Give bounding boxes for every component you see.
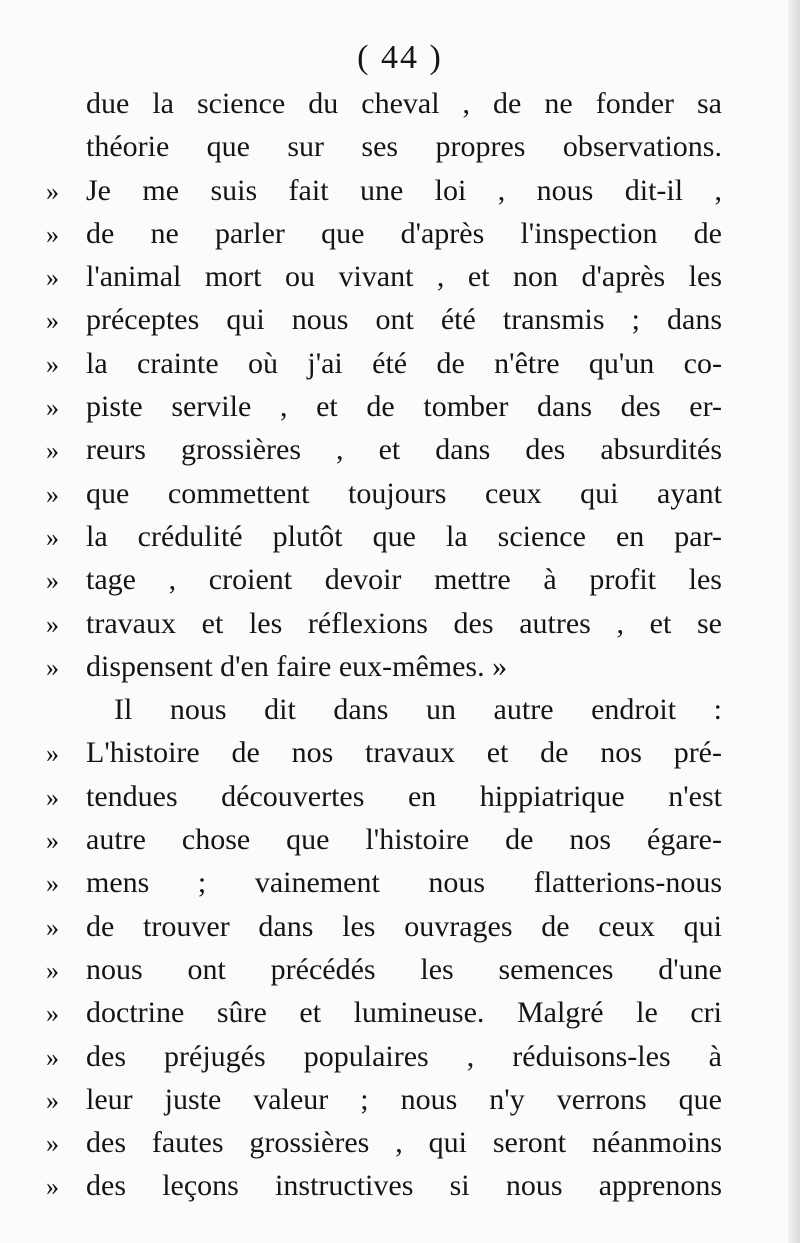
- text-line: [46, 645, 722, 688]
- line-text: tage , croient devoir mettre à profit les: [86, 563, 722, 597]
- text-line: [46, 948, 722, 991]
- line-text: des leçons instructives si nous apprenons: [86, 1169, 722, 1203]
- line-text: piste servile , et de tomber dans des er-: [86, 390, 722, 424]
- text-line: [46, 298, 722, 341]
- text-line: [46, 1078, 722, 1121]
- line-text: théorie que sur ses propres observations.: [86, 130, 722, 164]
- body-text: [46, 82, 722, 1208]
- line-text: doctrine sûre et lumineuse. Malgré le cri: [86, 996, 722, 1030]
- quote-mark: »: [46, 609, 59, 639]
- quote-mark: »: [46, 306, 59, 336]
- quote-mark: »: [46, 782, 59, 812]
- text-line: [46, 818, 722, 861]
- line-text: que commettent toujours ceux qui ayant: [86, 476, 722, 510]
- quote-mark: »: [46, 826, 59, 856]
- text-line: [46, 558, 722, 601]
- text-line: [46, 991, 722, 1034]
- quote-mark: »: [46, 912, 59, 942]
- line-text: due la science du cheval , de ne fonder sa: [86, 87, 722, 120]
- text-line: [46, 905, 722, 948]
- text-line: [46, 212, 722, 255]
- text-line: [46, 515, 722, 558]
- line-text: dispensent d'en faire eux-mêmes. »: [86, 649, 508, 683]
- line-text: l'animal mort ou vivant , et non d'après les: [86, 260, 722, 294]
- text-line: [46, 169, 722, 212]
- text-line: [46, 82, 722, 125]
- text-line: [46, 861, 722, 904]
- page-number: ( 44 ): [357, 39, 443, 76]
- quote-mark: »: [46, 1172, 59, 1202]
- line-text: reurs grossières , et dans des absurdités: [86, 433, 722, 467]
- quote-mark: »: [46, 522, 59, 552]
- quote-mark: »: [46, 176, 59, 206]
- line-text: de ne parler que d'après l'inspection de: [86, 216, 722, 250]
- quote-mark: »: [46, 652, 59, 682]
- quote-mark: »: [46, 566, 59, 596]
- text-line: [46, 342, 722, 385]
- text-line: [46, 731, 722, 774]
- quote-mark: »: [46, 349, 59, 379]
- text-line: [46, 472, 722, 515]
- line-text: la crédulité plutôt que la science en par-: [86, 519, 722, 553]
- line-text: L'histoire de nos travaux et de nos pré-: [86, 736, 722, 770]
- quote-mark: »: [46, 869, 59, 899]
- quote-mark: »: [46, 479, 59, 509]
- text-line: [46, 428, 722, 471]
- line-text: travaux et les réflexions des autres , et se: [86, 606, 722, 640]
- line-text: autre chose que l'histoire de nos égare-: [86, 823, 722, 857]
- line-text: la crainte où j'ai été de n'être qu'un co-: [86, 346, 722, 380]
- line-text: des préjugés populaires , réduisons-les à: [86, 1039, 722, 1073]
- text-line: [46, 1035, 722, 1078]
- line-text: préceptes qui nous ont été transmis ; dans: [86, 303, 722, 337]
- quote-mark: »: [46, 1042, 59, 1072]
- text-line: [46, 125, 722, 168]
- line-text: tendues découvertes en hippiatrique n'est: [86, 779, 722, 813]
- quote-mark: »: [46, 999, 59, 1029]
- quote-mark: »: [46, 1129, 59, 1159]
- text-line: [46, 385, 722, 428]
- quote-mark: »: [46, 739, 59, 769]
- line-text: leur juste valeur ; nous n'y verrons que: [86, 1082, 722, 1116]
- line-text: de trouver dans les ouvrages de ceux qui: [86, 909, 722, 943]
- text-line: [46, 688, 722, 731]
- line-text: Il nous dit dans un autre endroit :: [114, 693, 722, 727]
- text-line: [46, 775, 722, 818]
- text-line: [46, 1121, 722, 1164]
- line-text: des fautes grossières , qui seront néanmoins: [86, 1126, 722, 1160]
- quote-mark: »: [46, 436, 59, 466]
- quote-mark: »: [46, 393, 59, 423]
- quote-mark: »: [46, 955, 59, 985]
- page-edge-shadow: [788, 0, 800, 1243]
- text-line: [46, 255, 722, 298]
- quote-mark: »: [46, 219, 59, 249]
- text-line: [46, 602, 722, 645]
- line-text: nous ont précédés les semences d'une: [86, 952, 722, 986]
- line-text: Je me suis fait une loi , nous dit-il ,: [86, 173, 722, 207]
- line-text: mens ; vainement nous flatterions-nous: [86, 866, 722, 900]
- quote-mark: »: [46, 263, 59, 293]
- quote-mark: »: [46, 1085, 59, 1115]
- text-line: [46, 1164, 722, 1207]
